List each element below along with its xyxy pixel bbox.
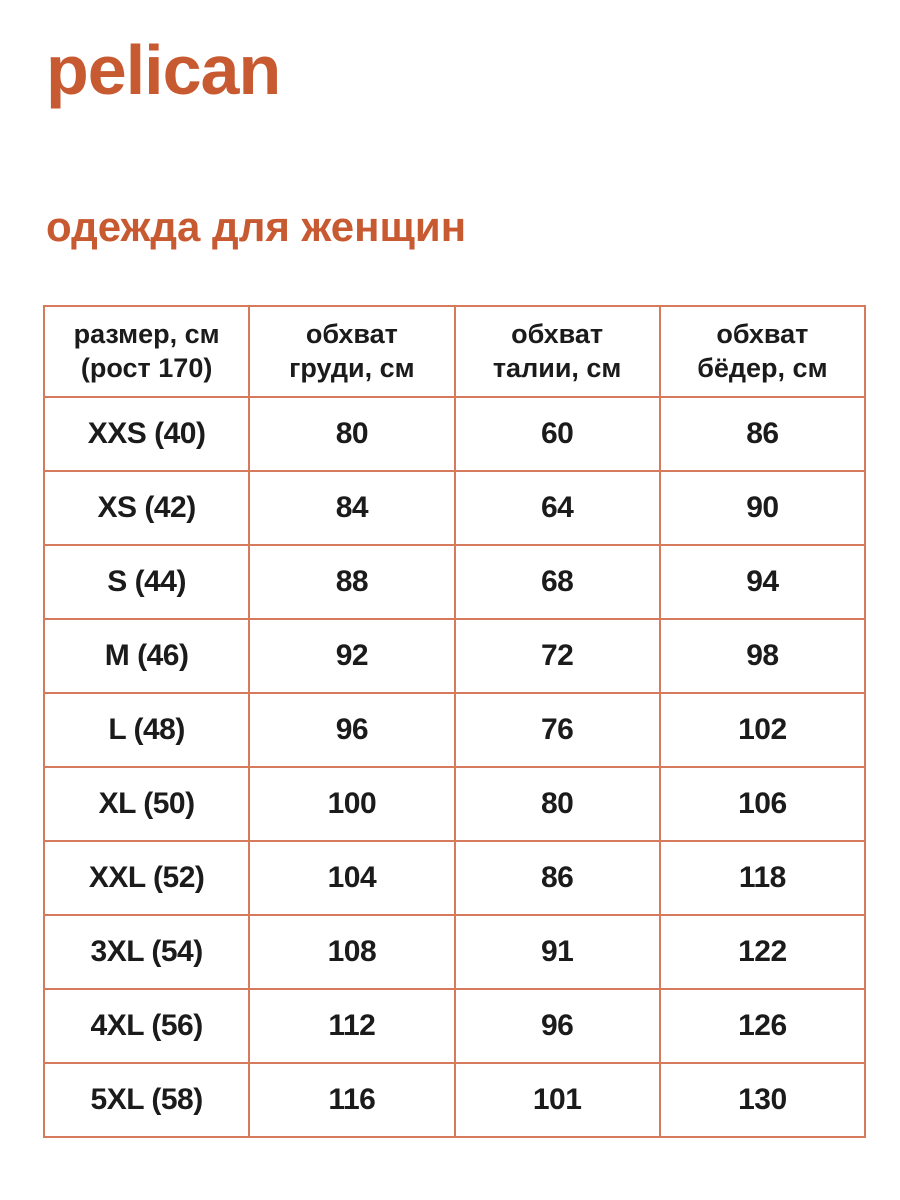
table-cell-size: M (46)	[44, 619, 249, 693]
table-cell-waist: 86	[455, 841, 660, 915]
table-cell-chest: 112	[249, 989, 454, 1063]
table-row	[44, 915, 865, 989]
table-cell-waist: 80	[455, 767, 660, 841]
table-cell-hips: 118	[660, 841, 865, 915]
table-cell-size: XS (42)	[44, 471, 249, 545]
table-cell-waist: 68	[455, 545, 660, 619]
table-row	[44, 989, 865, 1063]
column-header-line: (рост 170)	[80, 352, 213, 383]
table-cell-hips: 86	[660, 397, 865, 471]
table-cell-chest: 96	[249, 693, 454, 767]
table-cell-hips: 94	[660, 545, 865, 619]
table-row	[44, 841, 865, 915]
table-cell-hips: 98	[660, 619, 865, 693]
page-title: одежда для женщин	[46, 203, 467, 250]
table-cell-chest: 80	[249, 397, 454, 471]
size-table	[43, 305, 866, 1138]
table-cell-waist: 76	[455, 693, 660, 767]
table-cell-size: XXL (52)	[44, 841, 249, 915]
table-cell-waist: 64	[455, 471, 660, 545]
table-cell-size: 4XL (56)	[44, 989, 249, 1063]
column-header-line: обхват	[716, 318, 809, 349]
table-cell-hips: 130	[660, 1063, 865, 1137]
table-cell-waist: 96	[455, 989, 660, 1063]
table-cell-chest: 84	[249, 471, 454, 545]
size-table-head	[44, 306, 865, 397]
table-cell-size: XXS (40)	[44, 397, 249, 471]
table-row	[44, 471, 865, 545]
table-cell-waist: 60	[455, 397, 660, 471]
column-header-size	[44, 306, 249, 397]
table-row	[44, 619, 865, 693]
size-table-body	[44, 397, 865, 1137]
column-header-line: груди, см	[289, 352, 415, 383]
table-row	[44, 1063, 865, 1137]
table-cell-size: L (48)	[44, 693, 249, 767]
table-cell-hips: 106	[660, 767, 865, 841]
table-cell-chest: 88	[249, 545, 454, 619]
column-header-waist	[455, 306, 660, 397]
table-row	[44, 693, 865, 767]
table-cell-chest: 92	[249, 619, 454, 693]
table-cell-hips: 90	[660, 471, 865, 545]
column-header-hips	[660, 306, 865, 397]
table-cell-size: S (44)	[44, 545, 249, 619]
column-header-line: обхват	[511, 318, 604, 349]
table-row	[44, 545, 865, 619]
table-cell-size: XL (50)	[44, 767, 249, 841]
table-cell-hips: 126	[660, 989, 865, 1063]
table-cell-hips: 122	[660, 915, 865, 989]
table-row	[44, 767, 865, 841]
column-header-line: обхват	[305, 318, 398, 349]
column-header-line: талии, см	[492, 352, 622, 383]
table-cell-chest: 104	[249, 841, 454, 915]
table-cell-chest: 100	[249, 767, 454, 841]
table-header-row	[44, 306, 865, 397]
column-header-line: размер, см	[73, 318, 220, 349]
table-cell-size: 3XL (54)	[44, 915, 249, 989]
table-cell-waist: 72	[455, 619, 660, 693]
column-header-line: бёдер, см	[697, 352, 828, 383]
table-cell-waist: 91	[455, 915, 660, 989]
table-cell-chest: 116	[249, 1063, 454, 1137]
brand-logo: pelican	[46, 31, 281, 109]
table-cell-chest: 108	[249, 915, 454, 989]
column-header-chest	[249, 306, 454, 397]
table-cell-size: 5XL (58)	[44, 1063, 249, 1137]
table-row	[44, 397, 865, 471]
table-cell-waist: 101	[455, 1063, 660, 1137]
table-cell-hips: 102	[660, 693, 865, 767]
